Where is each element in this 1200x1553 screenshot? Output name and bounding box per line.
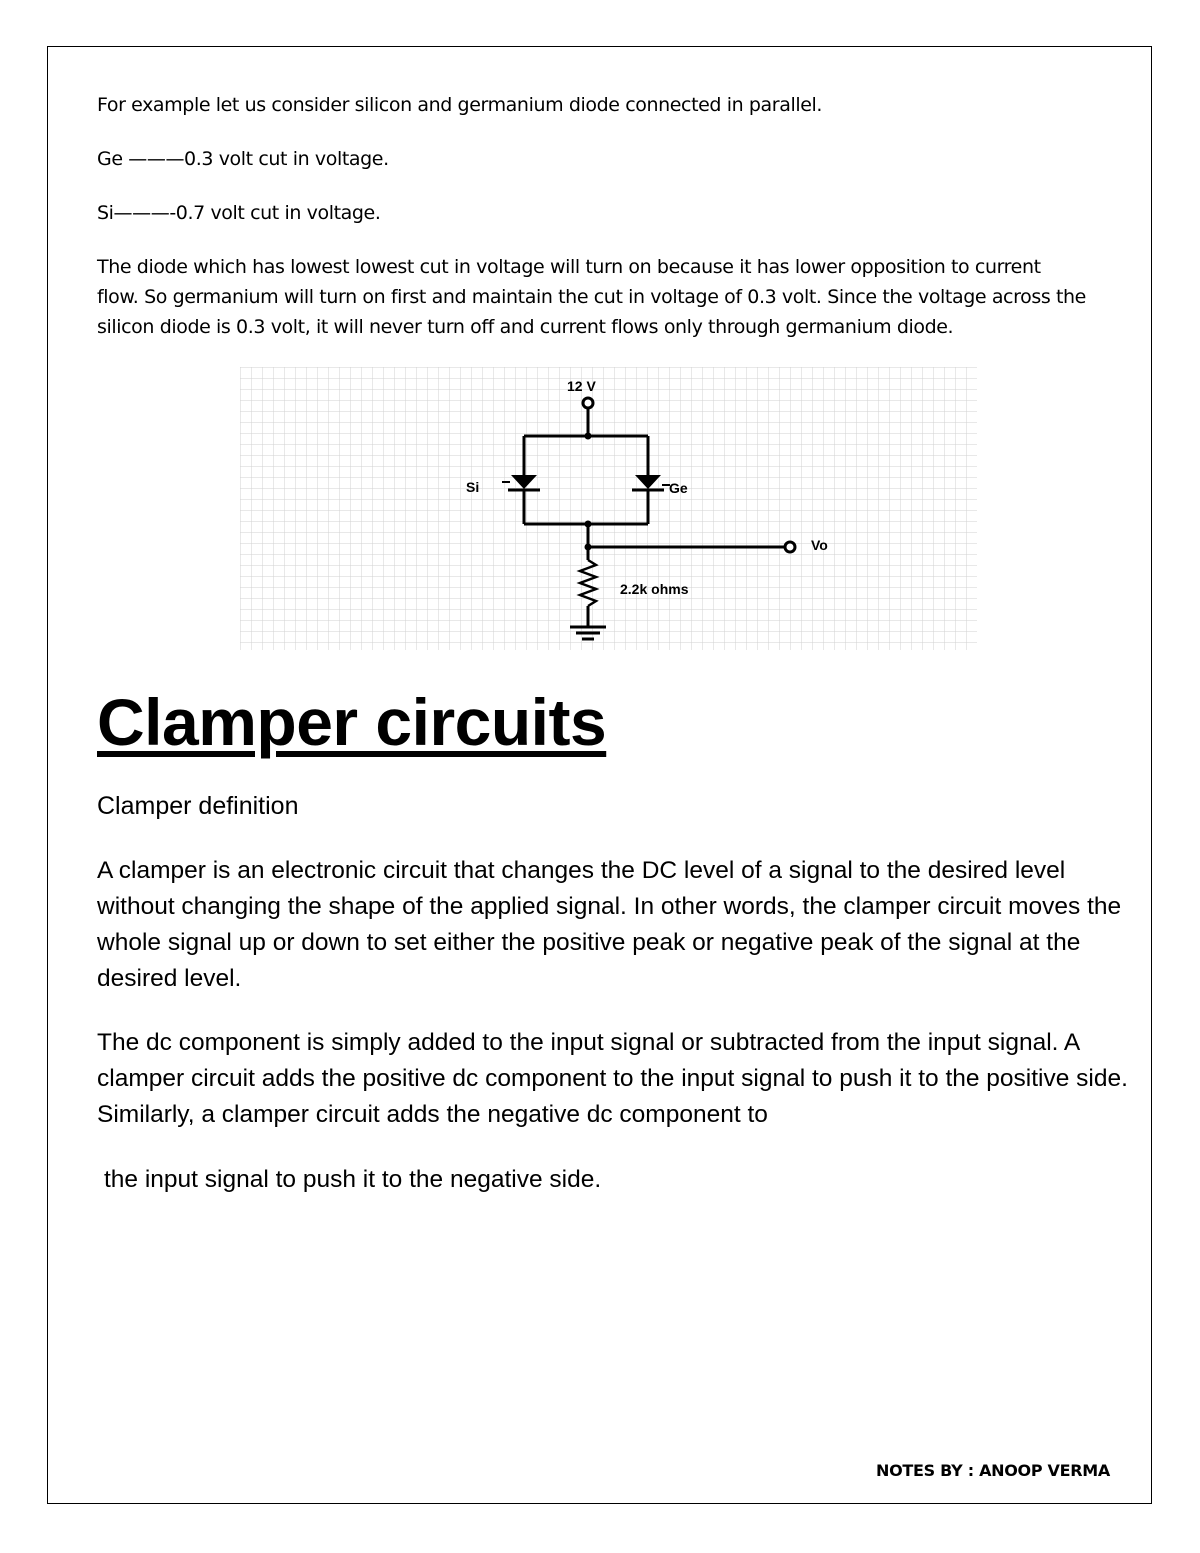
continuation-line: the input signal to push it to the negative side. <box>104 1166 602 1193</box>
si-label: Si <box>466 479 480 495</box>
si-cut-in-line: Si———-0.7 volt cut in voltage. <box>97 202 381 224</box>
top-node <box>585 433 592 440</box>
grid-lines <box>240 367 977 650</box>
dc-component-paragraph: The dc component is simply added to the input signal or subtracted from the input signal. A clamper circuit adds the positive dc component to the input signal to push it to the positive side. Similarly, a clamper circuit adds the negative dc component to <box>97 1029 1128 1128</box>
ge-cut-in-line: Ge ———0.3 volt cut in voltage. <box>97 148 389 170</box>
section-subheading: Clamper definition <box>97 792 299 820</box>
example-line: For example let us consider silicon and germanium diode connected in parallel. <box>97 94 823 116</box>
section-heading: Clamper circuits <box>97 685 607 759</box>
bottom-node <box>585 521 592 528</box>
supply-label: 12 V <box>567 378 596 394</box>
output-node <box>585 544 592 551</box>
ge-label: Ge <box>669 480 688 496</box>
definition-paragraph: A clamper is an electronic circuit that changes the DC level of a signal to the desired level without changing the shape of the applied signal. In other words, the clamper circuit moves the whole signal up or down to set either the positive peak or negative peak of the signal at the desired level. <box>97 857 1122 992</box>
circuit-diagram <box>240 367 977 650</box>
output-terminal <box>785 542 795 552</box>
footer-credit: NOTES BY : ANOOP VERMA <box>876 1461 1110 1480</box>
resistor-label: 2.2k ohms <box>620 581 689 597</box>
supply-terminal <box>583 398 593 408</box>
output-label: Vo <box>811 537 828 553</box>
explanation-paragraph: The diode which has lowest lowest cut in voltage will turn on because it has lower opposition to current flow. So germanium will turn on first and maintain the cut in voltage of 0.3 volt. Since the voltage across the silicon diode is 0.3 volt, it will never turn off and current flows only through germanium diode. <box>97 256 1086 338</box>
